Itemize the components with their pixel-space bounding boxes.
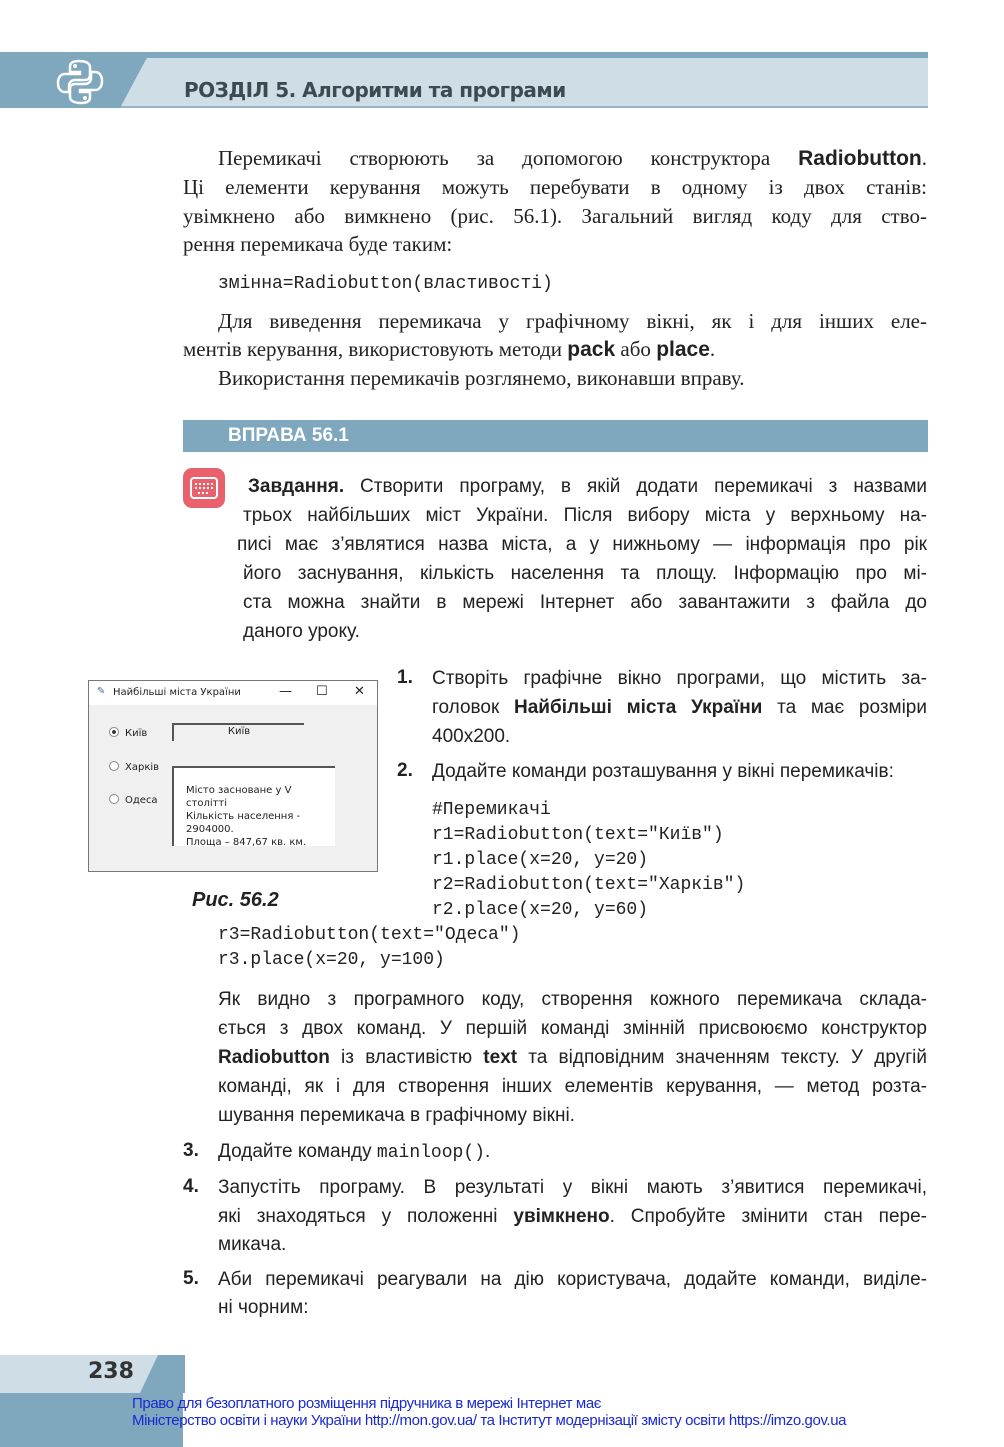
steps_a-line — [218, 1140, 490, 1165]
close-button[interactable]: ✕ — [354, 684, 365, 699]
window-title: Найбільші міста України — [113, 687, 241, 698]
info-line: Місто засноване у V столітті — [186, 785, 292, 809]
text: писі має з’являтися назва міста, а у нижньому — інформація про рік — [237, 534, 927, 555]
bold-text: Radiobutton — [798, 147, 922, 170]
steps_a-line — [218, 1046, 927, 1070]
steps_a-line — [432, 822, 724, 847]
city-info-label — [172, 766, 335, 846]
text: головок — [432, 697, 515, 718]
text: Створіть графічне вікно програми, що містить за- — [432, 668, 927, 689]
step-number: 1. — [397, 667, 413, 688]
exercise-banner — [183, 420, 928, 452]
text: . — [921, 146, 927, 170]
intro-line — [183, 232, 452, 256]
task-line — [243, 562, 927, 586]
text: . — [484, 1141, 491, 1162]
text: даного уроку. — [243, 621, 360, 642]
info-line: Кількість населення - 2904000. — [186, 811, 301, 835]
text: Запустіть програму. В результаті у вікні мають з’явитися перемикачі, — [218, 1177, 927, 1198]
maximize-button[interactable]: ☐ — [316, 684, 328, 699]
step-number: 4. — [183, 1176, 199, 1197]
steps_a-line — [218, 1296, 308, 1320]
task-line — [243, 504, 927, 528]
python-logo-icon — [56, 58, 104, 106]
code-text: r1.place(x=20, y=20) — [432, 850, 649, 870]
bold-text: Завдання. — [248, 476, 345, 497]
window-titlebar — [89, 681, 377, 705]
steps_a-line — [218, 1075, 927, 1099]
intro-line — [218, 146, 927, 170]
steps_a-line — [218, 947, 445, 972]
city-name-label: Київ — [172, 723, 304, 741]
app-window-screenshot — [88, 680, 378, 872]
code-text: r3=Radiobutton(text="Одеса") — [218, 925, 521, 945]
text: трьох найбільших міст України. Після вибору міста у верхньому на- — [243, 505, 927, 526]
step-number: 5. — [183, 1268, 199, 1289]
steps_a-line — [218, 1017, 927, 1041]
text: микача. — [218, 1234, 287, 1255]
intro-line — [218, 269, 553, 296]
steps_a-line — [218, 1205, 927, 1229]
text: команді, як і для створення інших елементів керування, — метод розта- — [218, 1076, 927, 1097]
code-text: #Перемикачі — [432, 800, 551, 820]
bold-text: Найбільші міста України — [514, 697, 763, 718]
radio-kharkiv[interactable] — [109, 761, 159, 773]
steps_a-line — [218, 988, 927, 1012]
step-number: 3. — [183, 1140, 199, 1161]
text: 400x200. — [432, 726, 511, 747]
radio-label: Одеса — [125, 795, 158, 806]
text: . — [709, 337, 716, 361]
code-text: r2.place(x=20, y=60) — [432, 900, 649, 920]
steps_a-line — [218, 1233, 286, 1257]
radio-kyiv[interactable] — [109, 727, 147, 739]
text: Додайте команду — [218, 1141, 377, 1162]
figure-caption: Рис. 56.2 — [192, 889, 279, 911]
text: його заснування, кількість населення та площу. Інформацію про мі- — [243, 563, 927, 584]
radio-label: Харків — [125, 762, 160, 773]
license-line-2: Міністерство освіти і науки України http://mon.gov.ua/ та Інститут модернізації змісту освіти https://imzo.gov.ua — [132, 1412, 847, 1429]
steps_a-line — [432, 696, 927, 720]
radio-label: Київ — [125, 728, 148, 739]
steps_a-line — [218, 1104, 575, 1128]
chapter-title: РОЗДІЛ 5. Алгоритми та програми — [184, 78, 566, 102]
text: які знаходяться у положенні — [218, 1206, 514, 1227]
radio-odesa[interactable] — [109, 794, 158, 806]
bold-text: увімкнено — [513, 1206, 610, 1227]
code-text: r3.place(x=20, y=100) — [218, 950, 445, 970]
text: та відповідним значенням тексту. У другій — [517, 1047, 927, 1068]
task-line — [243, 591, 927, 615]
code-text: r2=Radiobutton(text="Харків") — [432, 875, 746, 895]
intro-line — [218, 366, 745, 390]
intro-line — [183, 175, 927, 199]
text: Використання перемикачів розглянемо, виконавши вправу. — [218, 366, 745, 390]
code-text: mainloop() — [376, 1143, 485, 1163]
task-line — [248, 475, 927, 499]
page-number: 238 — [88, 1359, 134, 1384]
text: із властивістю — [329, 1047, 484, 1068]
steps_a-line — [432, 760, 894, 784]
task-line — [243, 620, 360, 644]
keyboard-icon — [183, 468, 225, 508]
steps_a-line — [218, 1268, 927, 1292]
steps_a-line — [432, 667, 927, 691]
license-line-1: Право для безоплатного розміщення підручника в мережі Інтернет має — [132, 1395, 602, 1412]
text: або — [615, 337, 657, 361]
bold-text: pack — [567, 338, 616, 361]
text: Аби перемикачі реагували на дію користувача, додайте команди, виділе- — [218, 1269, 927, 1290]
text: Ці елементи керування можуть перебувати в одному із двох станів: — [183, 175, 927, 199]
steps_a-line — [218, 922, 520, 947]
intro-line — [183, 204, 927, 228]
text: увімкнено або вимкнено (рис. 56.1). Загальний вигляд коду для ство- — [183, 204, 927, 228]
exercise-title: ВПРАВА 56.1 — [228, 425, 349, 446]
text: Створити програму, в якій додати перемикачі з назвами — [344, 476, 927, 497]
feather-icon: ✎ — [97, 686, 106, 697]
text: Додайте команди розташування у вікні перемикачів: — [432, 761, 894, 782]
code-text: змінна=Radiobutton(властивості) — [218, 274, 553, 294]
text: Перемикачі створюють за допомогою конструктора — [218, 146, 799, 170]
code-text: r1=Radiobutton(text="Київ") — [432, 825, 724, 845]
text: ється з двох команд. У першій команді змінній присвоюємо конструктор — [218, 1018, 927, 1039]
text: ста можна знайти в мережі Інтернет або завантажити з файла до — [243, 592, 927, 613]
minimize-button[interactable]: — — [279, 684, 292, 699]
task-line — [237, 533, 927, 557]
steps_a-line — [432, 725, 510, 749]
text: рення перемикача буде таким: — [183, 232, 453, 256]
intro-line — [218, 309, 927, 333]
bold-text: text — [483, 1047, 518, 1068]
text: та має розміри — [762, 697, 927, 718]
text: . Спробуйте змінити стан пере- — [609, 1206, 927, 1227]
bold-text: place — [656, 338, 710, 361]
intro-line — [183, 337, 715, 362]
text: ні чорним: — [218, 1297, 309, 1318]
text: Як видно з програмного коду, створення кожного перемикача склада- — [218, 989, 927, 1010]
steps_a-line — [432, 897, 648, 922]
text: Для виведення перемикача у графічному вікні, як і для інших еле- — [218, 309, 927, 333]
steps_a-line — [432, 847, 648, 872]
text: шування перемикача в графічному вікні. — [218, 1105, 575, 1126]
info-line: Площа – 847,67 кв. км. — [186, 837, 307, 848]
steps_a-line — [432, 872, 745, 897]
steps_a-line — [432, 797, 551, 822]
step-number: 2. — [397, 760, 413, 781]
steps_a-line — [218, 1176, 927, 1200]
text: ментів керування, використовують методи — [183, 337, 568, 361]
bold-text: Radiobutton — [218, 1047, 330, 1068]
